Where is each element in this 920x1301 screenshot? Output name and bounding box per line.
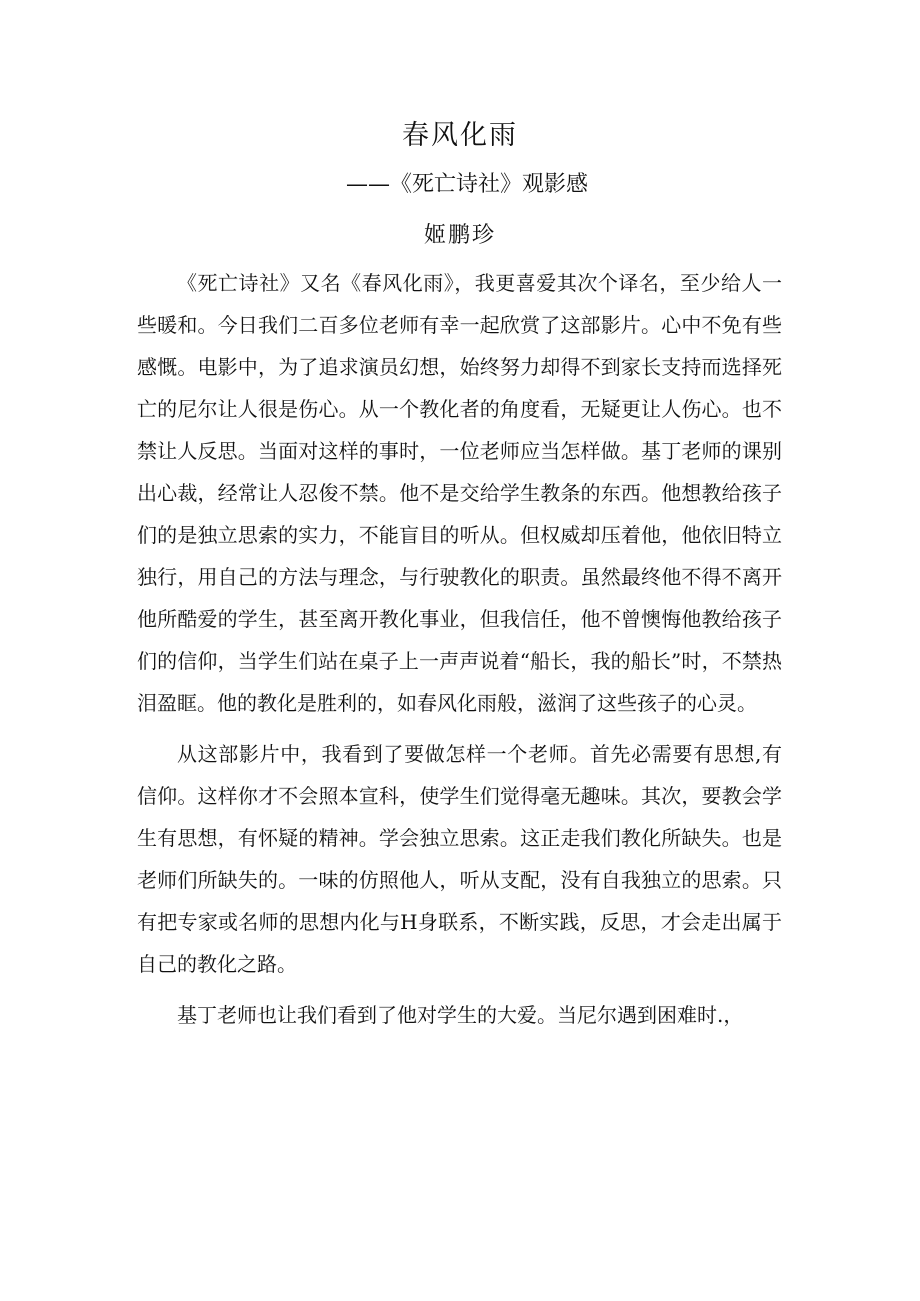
paragraph-3: 基丁老师也让我们看到了他对学生的大爱。当尼尔遇到困难时.， [177, 1003, 744, 1027]
document-title: 春风化雨 [402, 120, 518, 151]
body-text [137, 262, 782, 1045]
author-name: 姬鹏珍 [423, 223, 496, 248]
paragraph-1: 《死亡诗社》又名《春风化雨》，我更喜爱其次个译名，至少给人一些暖和。今日我们二百多位老师有幸一起欣赏了这部影片。心中不免有些感慨。电影中，为了追求演员幻想，始终努力却得不到家长支持而选择死亡的尼尔让人很是伤心。从一个教化者的角度看，无疑更让人伤心。也不禁让人反思。当面对这样的事时，一位老师应当怎样做。基丁老师的课别出心裁，经常让人忍俊不禁。他不是交给学生教条的东西。他想教给孩子们的是独立思索的实力，不能盲目的听从。但权威却压着他，他依旧特立独行，用自己的方法与理念，与行驶教化的职责。虽然最终他不得不离开他所酷爱的学生，甚至离开教化事业，但我信任，他不曾懊悔他教给孩子们的信仰，当学生们站在桌子上一声声说着“船长，我的船长”时，不禁热泪盈眶。他的教化是胜利的，如春风化雨般，滋润了这些孩子的心灵。 [137, 271, 782, 715]
document-subtitle: ——《死亡诗社》观影感 [345, 172, 588, 197]
paragraph-2: 从这部影片中，我看到了要做怎样一个老师。首先必需要有思想,有信仰。这样你才不会照本宣科，使学生们觉得毫无趣味。其次，要教会学生有思想，有怀疑的精神。学会独立思索。这正走我们教化所缺失。也是老师们所缺失的。一味的仿照他人，听从支配，没有自我独立的思索。只有把专家或名师的思想内化与H身联系，不断实践，反思，才会走出属于自己的教化之路。 [137, 742, 782, 976]
